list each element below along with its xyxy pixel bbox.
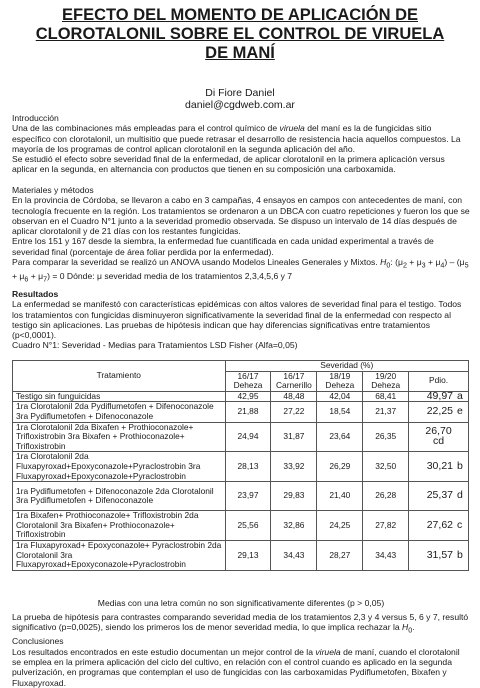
author-email: daniel@cgdweb.com.ar bbox=[185, 99, 295, 111]
table-row bbox=[13, 540, 469, 570]
paper-title bbox=[10, 6, 470, 63]
value-cell: 27,22 bbox=[271, 402, 317, 422]
table-row bbox=[13, 482, 469, 511]
mean-cell: 22,25 e bbox=[409, 402, 469, 422]
value-cell: 34,43 bbox=[363, 540, 409, 570]
value-cell: 21,37 bbox=[363, 402, 409, 422]
mean-cell: 31,57 b bbox=[409, 540, 469, 570]
intro-paragraph-1: Una de las combinaciones más empleadas para el control químico de viruela del maní es la de fungicidas sitio específico con clorotalonil, un multisitio que puede retrasar el desarrollo de resistencia hacia aquellos compuestos. La mayoría de los programas de control aplican clorotalonil en la segunda aplicación del año. bbox=[12, 123, 461, 154]
treatment-cell: 1ra Bixafen+ Prothioconazole+ Trifloxistrobin 2da Clorotalonil 3ra Bixafen+ Prothioconazole+ Trifloxistrobin bbox=[13, 511, 226, 541]
value-cell: 27,82 bbox=[363, 511, 409, 541]
table-footnote: Medias con una letra común no son significativamente diferentes (p > 0,05) bbox=[97, 598, 385, 608]
table-row bbox=[13, 511, 469, 541]
value-cell: 29,13 bbox=[225, 540, 271, 570]
discussion-section bbox=[12, 612, 470, 688]
severity-table bbox=[12, 360, 469, 571]
value-cell: 28,13 bbox=[225, 452, 271, 482]
mean-cell: 25,37 d bbox=[409, 482, 469, 511]
table-row bbox=[13, 391, 469, 402]
results-paragraph-1: La enfermedad se manifestó con características epidémicas con altos valores de severidad final para el testigo. Todos los tratamientos con fungicidas disminuyeron significativamente la severidad final de la enfermedad con respecto al testigo sin aplicaciones. Las pruebas de hipótesis indican que hay diferencias significativas entre tratamientos (p<0,0001). bbox=[12, 299, 462, 341]
value-cell: 25,56 bbox=[225, 511, 271, 541]
table-row bbox=[13, 402, 469, 422]
mean-cell: 27,62 c bbox=[409, 511, 469, 541]
discussion-paragraph: La prueba de hipótesis para contrastes comparando severidad media de los tratamientos 2,3 y 4 versus 5, 6 y 7, resultó significativo (p=0,0025), siendo los primeros los de menor severidad media, lo que implica rechazar la $H_0$. bbox=[12, 612, 469, 636]
treatment-cell: 1ra Clorotalonil 2da Bixafen + Prothioconazole+ Trifloxistrobin 3ra Bixafen + Prothioconazole+ Trifloxistrobin bbox=[13, 422, 226, 452]
intro-heading: Introducción bbox=[12, 113, 59, 123]
value-cell: 29,83 bbox=[271, 482, 317, 511]
value-cell: 68,41 bbox=[363, 391, 409, 402]
table-row bbox=[13, 422, 469, 452]
value-cell: 24,94 bbox=[225, 422, 271, 452]
header-pdio: Pdio. bbox=[409, 371, 469, 391]
methods-section bbox=[12, 185, 470, 285]
header-site-1: 16/17 Deheza bbox=[225, 371, 271, 391]
treatment-cell: Testigo sin funguicidas bbox=[13, 391, 226, 402]
value-cell: 33,92 bbox=[271, 452, 317, 482]
mean-cell: 26,70 cd bbox=[409, 422, 469, 452]
header-site-4: 19/20 Deheza bbox=[363, 371, 409, 391]
mean-cell: 49,97 a bbox=[409, 391, 469, 402]
header-site-2: 16/17 Carnerillo bbox=[271, 371, 317, 391]
value-cell: 34,43 bbox=[271, 540, 317, 570]
title-line-1: EFECTO DEL MOMENTO DE APLICACIÓN DE bbox=[62, 6, 418, 24]
results-heading: Resultados bbox=[12, 289, 59, 299]
treatment-cell: 1ra Fluxapyroxad+ Epoxyconazole+ Pyraclostrobin 2da Clorotalonil 3ra Fluxapyroxad+Epoxyconazole+Pyraclostrobin bbox=[13, 540, 226, 570]
title-line-3: DE MANÍ bbox=[205, 44, 275, 62]
conclusions-paragraph: Los resultados encontrados en este estudio documentan un mejor control de la viruela de maní, cuando el clorotalonil se emplea en la primera aplicación del ciclo del cultivo, en relación con el control cuando es aplicado en la segunda pulverización, en programas que contemplan el uso de fungicidas con las carboxamidas Pydiflumetofen, Bixafen y Fluxapyroxad. bbox=[12, 646, 460, 688]
author-name: Di Fiore Daniel bbox=[205, 87, 275, 99]
value-cell: 18,54 bbox=[317, 402, 363, 422]
value-cell: 26,28 bbox=[363, 482, 409, 511]
conclusions-heading: Conclusiones bbox=[12, 636, 64, 647]
value-cell: 24,25 bbox=[317, 511, 363, 541]
value-cell: 42,95 bbox=[225, 391, 271, 402]
value-cell: 32,50 bbox=[363, 452, 409, 482]
table-row bbox=[13, 452, 469, 482]
value-cell: 28,27 bbox=[317, 540, 363, 570]
treatment-cell: 1ra Clorotalonil 2da Fluxapyroxad+Epoxyconazole+Pyraclostrobin 3ra Fluxapyroxad+Epoxyconazole+Pyraclostrobin bbox=[13, 452, 226, 482]
header-site-3: 18/19 Deheza bbox=[317, 371, 363, 391]
value-cell: 21,88 bbox=[225, 402, 271, 422]
treatment-cell: 1ra Clorotalonil 2da Pydiflumetofen + Difenoconazole 3ra Pydiflumetofen + Difenoconazole bbox=[13, 402, 226, 422]
header-treatment: Tratamiento bbox=[13, 361, 226, 392]
mean-cell: 30,21 b bbox=[409, 452, 469, 482]
methods-paragraph-1: En la provincia de Córdoba, se llevaron a cabo en 3 campañas, 4 ensayos en campos con antecedentes de maní, con tecnología frecuente en la región. Los tratamientos se ordenaron a un DBCA con cuatro repeticiones y fueron los que se observan en el Cuadro N°1 junto a la severidad promedio observada. Se dispuso un intervalo de 14 días después de aplicar clorotalonil y de 21 días con los restantes fungicidas. bbox=[12, 195, 470, 237]
treatment-cell: 1ra Pydiflumetofen + Difenoconazole 2da Clorotalonil 3ra Pydiflumetofen + Difenoconazole bbox=[13, 482, 226, 511]
title-line-2: CLOROTALONIL SOBRE EL CONTROL DE VIRUELA bbox=[35, 25, 445, 43]
introduction-section bbox=[12, 113, 470, 175]
value-cell: 21,40 bbox=[317, 482, 363, 511]
value-cell: 23,97 bbox=[225, 482, 271, 511]
header-severity: Severidad (%) bbox=[225, 361, 468, 372]
methods-paragraph-2: Entre los 151 y 167 desde la siembra, la enfermedad fue cuantificada en cada unidad experimental a través de severidad final (porcentaje de área foliar perdida por la enfermedad). bbox=[12, 236, 434, 257]
value-cell: 26,35 bbox=[363, 422, 409, 452]
intro-paragraph-2: Se estudió el efecto sobre severidad final de la enfermedad, de aplicar clorotalonil en la primera aplicación versus aplicar en la segunda, en alternancia con productos que tienen en su composición una carboxamida. bbox=[12, 154, 445, 175]
results-section bbox=[12, 289, 470, 351]
value-cell: 42,04 bbox=[317, 391, 363, 402]
methods-paragraph-3: Para comparar la severidad se realizó un ANOVA usando Modelos Lineales Generales y Mixtos. $H_0$: $(\mu_2 + \mu_3 + \mu_4) - (\mu_5 + \mu_6 + \mu_7) = 0$ Dónde: μ severidad media de los tratamientos 2,3,4,5,6 y 7 bbox=[12, 257, 469, 284]
value-cell: 48,48 bbox=[271, 391, 317, 402]
value-cell: 23,64 bbox=[317, 422, 363, 452]
value-cell: 32,86 bbox=[271, 511, 317, 541]
value-cell: 26,29 bbox=[317, 452, 363, 482]
methods-heading: Materiales y métodos bbox=[12, 185, 94, 195]
table-caption: Cuadro N°1: Severidad - Medias para Tratamientos LSD Fisher (Alfa=0,05) bbox=[12, 340, 298, 351]
value-cell: 31,87 bbox=[271, 422, 317, 452]
